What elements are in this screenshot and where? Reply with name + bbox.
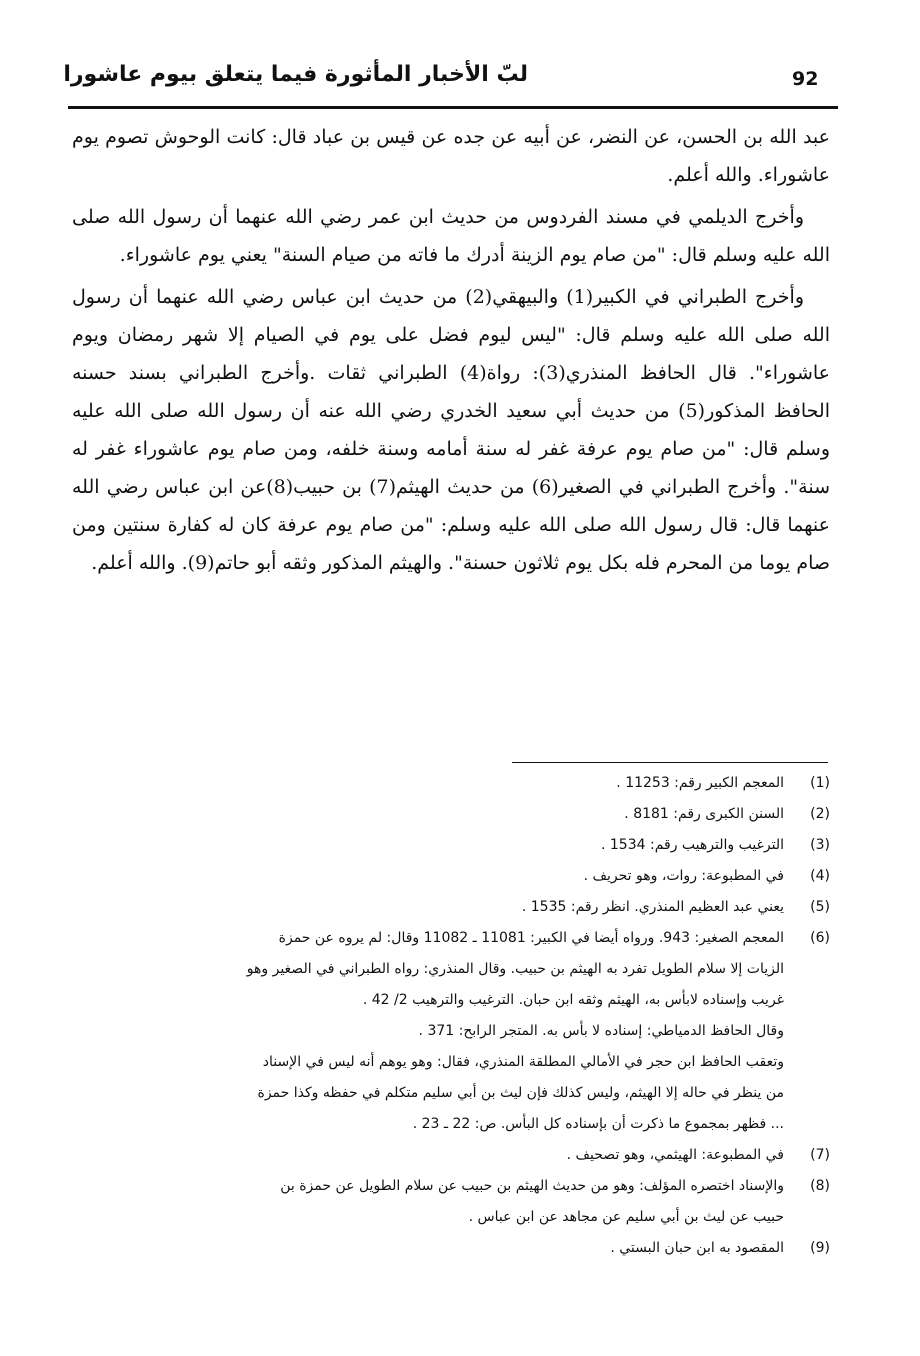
- footnote: [60, 1171, 830, 1233]
- footnote-number: (2): [810, 806, 830, 822]
- footnote-number: (3): [810, 837, 830, 853]
- footnote: [60, 861, 830, 892]
- footnote: [60, 923, 830, 1140]
- footnotes: [60, 768, 830, 1264]
- footnote-separator: [512, 762, 828, 763]
- footnote-text: الزيات إلا سلام الطويل تفرد به الهيثم بن حبيب. وقال المنذري: رواه الطبراني في الصغير وهو: [246, 961, 784, 977]
- page-header: [63, 58, 838, 102]
- paragraph: وأخرج الطبراني في الكبير(1) والبيهقي(2) من حديث ابن عباس رضي الله عنهما أن رسول الله صلى الله عليه وسلم قال: "ليس ليوم فضل على يوم في الصيام إلا شهر رمضان ويوم عاشوراء". قال الحافظ المنذري(3): رواة(4) الطبراني ثقات .وأخرج الطبراني بسند حسنه الحافظ المذكور(5) من حديث أبي سعيد الخدري رضي الله عنه أن رسول الله صلى الله عليه وسلم قال: "من صام يوم عرفة غفر له سنة أمامه وسنة خلفه، ومن صام يوم عاشوراء غفر له سنة". وأخرج الطبراني في الصغير(6) من حديث الهيثم(7) بن حبيب(8)عن ابن عباس رضي الله عنهما قال: قال رسول الله صلى الله عليه وسلم: "من صام يوم عرفة كان له كفارة سنتين ومن صام يوما من المحرم فله بكل يوم ثلاثون حسنة". والهيثم المذكور وثقه أبو حاتم(9). والله أعلم.: [72, 286, 831, 574]
- footnote-text: في المطبوعة: روات، وهو تحريف .: [583, 868, 784, 884]
- footnote: [60, 830, 830, 861]
- footnote-text: ... فظهر بمجموع ما ذكرت أن بإسناده كل البأس. ص: 22 ـ 23 .: [412, 1116, 784, 1132]
- footnote-text: حبيب عن ليث بن أبي سليم عن مجاهد عن ابن عباس .: [468, 1209, 784, 1225]
- main-text: [72, 118, 830, 586]
- footnote-text: غريب وإسناده لابأس به، الهيثم وثقه ابن حبان. الترغيب والترهيب 2/ 42 .: [362, 992, 784, 1008]
- footnote-number: (9): [810, 1240, 830, 1256]
- footnote-text: من ينظر في حاله إلا الهيثم، وليس كذلك فإن ليث بن أبي سليم متكلم في حفظه وكذا حمزة: [257, 1085, 784, 1101]
- paragraph: عبد الله بن الحسن، عن النضر، عن أبيه عن جده عن قيس بن عباد قال: كانت الوحوش تصوم يوم عاشوراء. والله أعلم.: [72, 126, 830, 186]
- paragraph: وأخرج الديلمي في مسند الفردوس من حديث ابن عمر رضي الله عنهما أن رسول الله صلى الله عليه وسلم قال: "من صام يوم الزينة أدرك ما فاته من صيام السنة" يعني يوم عاشوراء.: [72, 206, 830, 266]
- footnote-text: يعني عبد العظيم المنذري. انظر رقم: 1535 .: [521, 899, 784, 915]
- header-rule: [68, 106, 838, 109]
- footnote-number: (7): [810, 1147, 830, 1163]
- footnote-number: (4): [810, 868, 830, 884]
- footnote: [60, 892, 830, 923]
- footnote: [60, 768, 830, 799]
- footnote-number: (6): [810, 930, 830, 946]
- footnote: [60, 1233, 830, 1264]
- footnote-text: والإسناد اختصره المؤلف: وهو من حديث الهيثم بن حبيب عن سلام الطويل عن حمزة بن: [280, 1178, 784, 1194]
- footnote: [60, 799, 830, 830]
- page-number: 92: [792, 68, 819, 90]
- footnote-text: الترغيب والترهيب رقم: 1534 .: [600, 837, 784, 853]
- footnote-text: وتعقب الحافظ ابن حجر في الأمالي المطلقة المنذري، فقال: وهو يوهم أنه ليس في الإسناد: [262, 1054, 784, 1070]
- footnote-text: المعجم الصغير: 943. ورواه أيضا في الكبير: 11081 ـ 11082 وقال: لم يروه عن حمزة: [278, 930, 784, 946]
- footnote-text: المعجم الكبير رقم: 11253 .: [616, 775, 784, 791]
- footnote-text: السنن الكبرى رقم: 8181 .: [624, 806, 784, 822]
- footnote-number: (1): [810, 775, 830, 791]
- footnote-number: (8): [810, 1178, 830, 1194]
- running-title: لبّ الأخبار المأثورة فيما يتعلق بيوم عاشورا: [63, 62, 528, 87]
- footnote-text: وقال الحافظ الدمياطي: إسناده لا بأس به. المتجر الرابح: 371 .: [418, 1023, 784, 1039]
- footnote-text: في المطبوعة: الهيثمي، وهو تصحيف .: [566, 1147, 784, 1163]
- footnote-text: المقصود به ابن حبان البستي .: [610, 1240, 784, 1256]
- footnote-number: (5): [810, 899, 830, 915]
- footnote: [60, 1140, 830, 1171]
